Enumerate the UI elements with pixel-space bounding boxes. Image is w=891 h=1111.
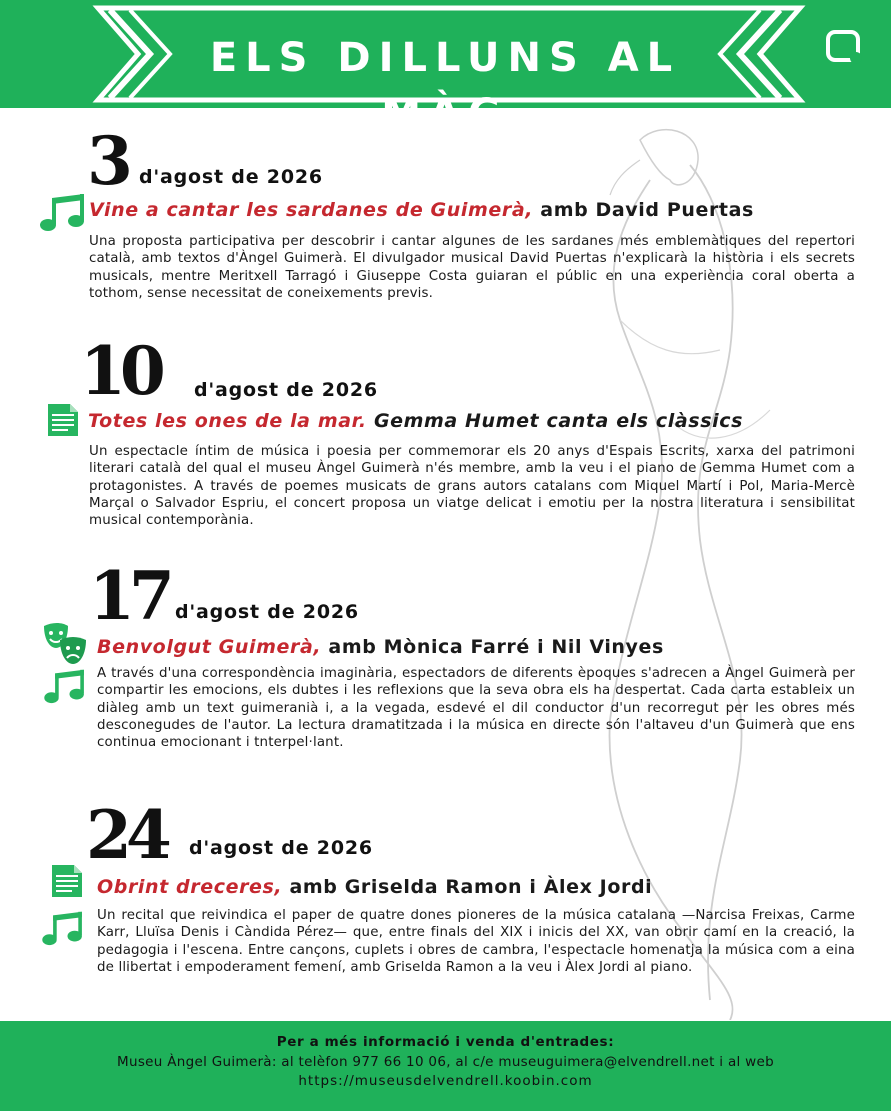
event-description: Una proposta participativa per descobrir i cantar algunes de les sardanes més emblemàtiques del repertori català, amb textos d'Àngel Guimerà. El divulgador musical David Puertas n'explicarà la història i els secrets musicals, mentre Meritxell Tarragó i Giuseppe Costa guiaran el públic en una experiència coral oberta a tothom, sense necessitat de coneixements previs. (89, 234, 855, 301)
page-title: ELS DILLUNS AL MÀG (209, 35, 681, 137)
event-date: d'agost de 2026 (175, 601, 359, 623)
event-title-performers: amb David Puertas (540, 199, 754, 221)
event-description: A través d'una correspondència imaginària, espectadors de diferents èpoques s'adrecen a Àngel Guimerà per compartir les emocions, els dubtes i les reflexions que la seva obra els ha despertat. Cada carta estableix un diàleg amb un text guimeranià i, a la vegada, esdevé el dil conductor d'un recorregut per les obres més desconegudes de l'autor. La lectura dramatitzada i la música en directe són l'altaveu d'un Guimerà que ens continua emocionant i tnterpel·lant. (97, 666, 855, 751)
event-title-highlight: Benvolgut Guimerà, (97, 636, 322, 658)
event-title-performers: amb Griselda Ramon i Àlex Jordi (289, 876, 653, 898)
event-day-number: 10 (80, 332, 160, 410)
event-date: d'agost de 2026 (194, 379, 378, 401)
document-icon (50, 863, 84, 899)
footer-info-heading: Per a més informació i venda d'entrades: (276, 1034, 615, 1050)
logo-icon (826, 30, 860, 62)
event-description: Un recital que reivindica el paper de quatre dones pioneres de la música catalana —Narcisa Freixas, Carme Karr, Lluïsa Denis i Càndida Pérez— que, entre finals del XIX i inicis del XX, van obrir camí en la creació, la pedagogia i l'escena. Entre cançons, cuplets i obres de cambra, l'espectacle homenatja la música com a eina de llibertat i empoderament femení, amb Griselda Ramon a la veu i Àlex Jordi al piano. (97, 908, 855, 975)
event-title (89, 199, 754, 221)
event-description: Un espectacle íntim de música i poesia per commemorar els 20 anys d'Espais Escrits, xarxa del patrimoni literari català del qual el museu Àngel Guimerà n'és membre, amb la veu i el piano de Gemma Humet com a protagonistes. A través de poemes musicats de grans autors catalans com Miquel Martí i Pol, Maria-Mercè Marçal o Salvador Espriu, el concert proposa un viatge delicat i emotiu per la nostra literatura i sensibilitat musical contemporània. (89, 444, 855, 529)
event-title (97, 876, 652, 898)
footer-contact-line: Museu Àngel Guimerà: al telèfon 977 66 10 06, al c/e museuguimera@elvendrell.net i al web (117, 1054, 774, 1070)
event-title-highlight: Vine a cantar les sardanes de Guimerà, (89, 199, 534, 221)
event-title-performers: Gemma Humet canta els clàssics (373, 410, 744, 432)
music-notes-icon (38, 192, 88, 232)
event-title (97, 636, 664, 658)
event-title (88, 410, 743, 432)
event-day-number: 24 (86, 796, 166, 874)
event-day-number: 3 (87, 122, 127, 200)
header-banner (0, 0, 891, 137)
event-date: d'agost de 2026 (189, 837, 373, 859)
event-title-performers: amb Mònica Farré i Nil Vinyes (328, 636, 664, 658)
document-icon (46, 402, 80, 438)
event-day-number: 17 (89, 557, 169, 635)
event-title-highlight: Obrint dreceres, (97, 876, 283, 898)
theatre-masks-icon (42, 622, 88, 668)
music-notes-icon (40, 910, 86, 946)
event-title-highlight: Totes les ones de la mar. (88, 410, 367, 432)
music-notes-icon (42, 668, 88, 704)
event-date: d'agost de 2026 (139, 166, 323, 188)
footer-banner (0, 1021, 891, 1111)
footer-website-link[interactable]: https://museusdelvendrell.koobin.com (298, 1073, 593, 1089)
